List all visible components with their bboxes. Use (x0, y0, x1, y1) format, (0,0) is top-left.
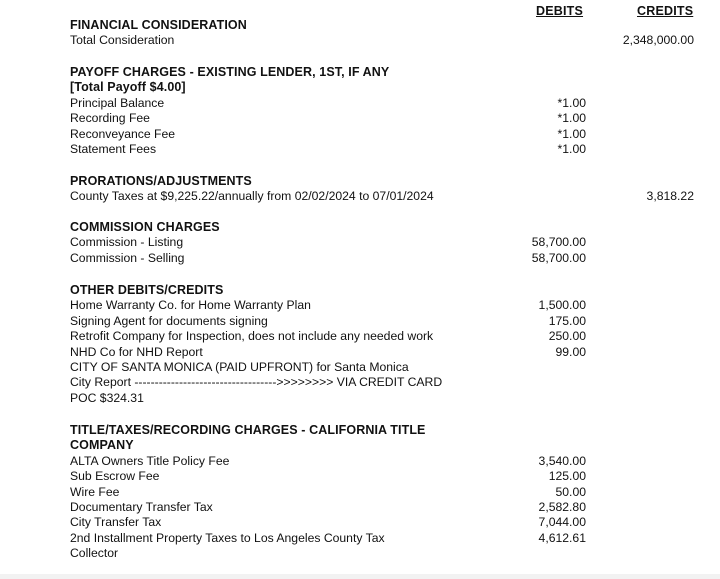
line-item-description: Home Warranty Co. for Home Warranty Plan (70, 298, 311, 313)
line-item-debit: 99.00 (555, 344, 586, 359)
line-item (70, 142, 700, 157)
debits-column-header: DEBITS (536, 4, 584, 18)
section-title: FINANCIAL CONSIDERATION (70, 18, 247, 32)
line-item-debit: 1,500.00 (538, 298, 586, 313)
line-item-debit: 4,612.61 (538, 530, 586, 545)
line-item-debit: 58,700.00 (531, 235, 586, 250)
line-item-description: County Taxes at $9,225.22/annually from 02/02/2024 to 07/01/2024 (70, 189, 434, 204)
note-line: City Report ----------------------------------->>>>>>>> VIA CREDIT CARD (70, 375, 443, 390)
line-item-credit: 3,818.22 (646, 189, 694, 204)
section-title-continued: COMPANY (70, 438, 134, 453)
line-item (70, 531, 700, 546)
line-item (70, 329, 700, 344)
line-item-debit: 50.00 (555, 484, 586, 499)
line-item-description: Commission - Selling (70, 250, 185, 265)
line-item-debit: 7,044.00 (538, 515, 586, 530)
line-item (70, 33, 700, 48)
section-title: TITLE/TAXES/RECORDING CHARGES - CALIFORNIA TITLE (70, 423, 426, 437)
line-item-debit: 2,582.80 (538, 499, 586, 514)
line-item-description: NHD Co for NHD Report (70, 344, 203, 359)
line-item (70, 314, 700, 329)
section-title: COMMISSION CHARGES (70, 220, 220, 234)
commission-charges-section (70, 220, 700, 266)
financial-consideration-section (70, 18, 700, 49)
page-bottom-edge (0, 574, 720, 579)
line-item-debit: 3,540.00 (538, 453, 586, 468)
line-item (70, 485, 700, 500)
line-item-description: Signing Agent for documents signing (70, 313, 268, 328)
line-item-debit: 125.00 (548, 469, 586, 484)
section-title: OTHER DEBITS/CREDITS (70, 283, 224, 297)
line-item-description: Sub Escrow Fee (70, 469, 160, 484)
line-item-debit: *1.00 (557, 95, 586, 110)
line-item (70, 469, 700, 484)
line-item-description: Documentary Transfer Tax (70, 499, 213, 514)
line-item (70, 251, 700, 266)
line-item-debit: 250.00 (548, 329, 586, 344)
note-line: POC $324.31 (70, 390, 144, 405)
line-item-debit: 58,700.00 (531, 250, 586, 265)
line-item-description: Recording Fee (70, 111, 150, 126)
line-item (70, 235, 700, 250)
line-item (70, 96, 700, 111)
line-item-description: Commission - Listing (70, 235, 184, 250)
line-item-description: ALTA Owners Title Policy Fee (70, 453, 230, 468)
title-taxes-recording-section (70, 423, 700, 562)
line-item-description: Retrofit Company for Inspection, does not include any needed work (70, 329, 434, 344)
line-item-description: Wire Fee (70, 484, 120, 499)
payoff-charges-section (70, 65, 700, 157)
line-item-description: Total Consideration (70, 33, 175, 48)
section-title: PRORATIONS/ADJUSTMENTS (70, 174, 252, 188)
line-item (70, 127, 700, 142)
section-subtitle: [Total Payoff $4.00] (70, 80, 186, 95)
line-item-description: City Transfer Tax (70, 515, 162, 530)
line-item-debit: 175.00 (548, 313, 586, 328)
line-item-description: 2nd Installment Property Taxes to Los Angeles County Tax (70, 530, 385, 545)
prorations-section (70, 174, 700, 205)
line-item (70, 500, 700, 515)
line-item-description: Statement Fees (70, 141, 157, 156)
line-item (70, 454, 700, 469)
line-item-debit: *1.00 (557, 126, 586, 141)
line-item-debit: *1.00 (557, 141, 586, 156)
line-item-description: Reconveyance Fee (70, 126, 176, 141)
line-item (70, 111, 700, 126)
other-debits-credits-section (70, 283, 700, 406)
line-item (70, 189, 700, 204)
line-item-debit: *1.00 (557, 111, 586, 126)
line-item (70, 298, 700, 313)
line-item-continuation: Collector (70, 546, 119, 561)
line-item (70, 515, 700, 530)
note-line: CITY OF SANTA MONICA (PAID UPFRONT) for Santa Monica (70, 359, 409, 374)
line-item-credit: 2,348,000.00 (622, 33, 694, 48)
line-item (70, 345, 700, 360)
line-item-description: Principal Balance (70, 95, 165, 110)
credits-column-header: CREDITS (637, 4, 694, 18)
section-title: PAYOFF CHARGES - EXISTING LENDER, 1ST, IF ANY (70, 65, 390, 79)
